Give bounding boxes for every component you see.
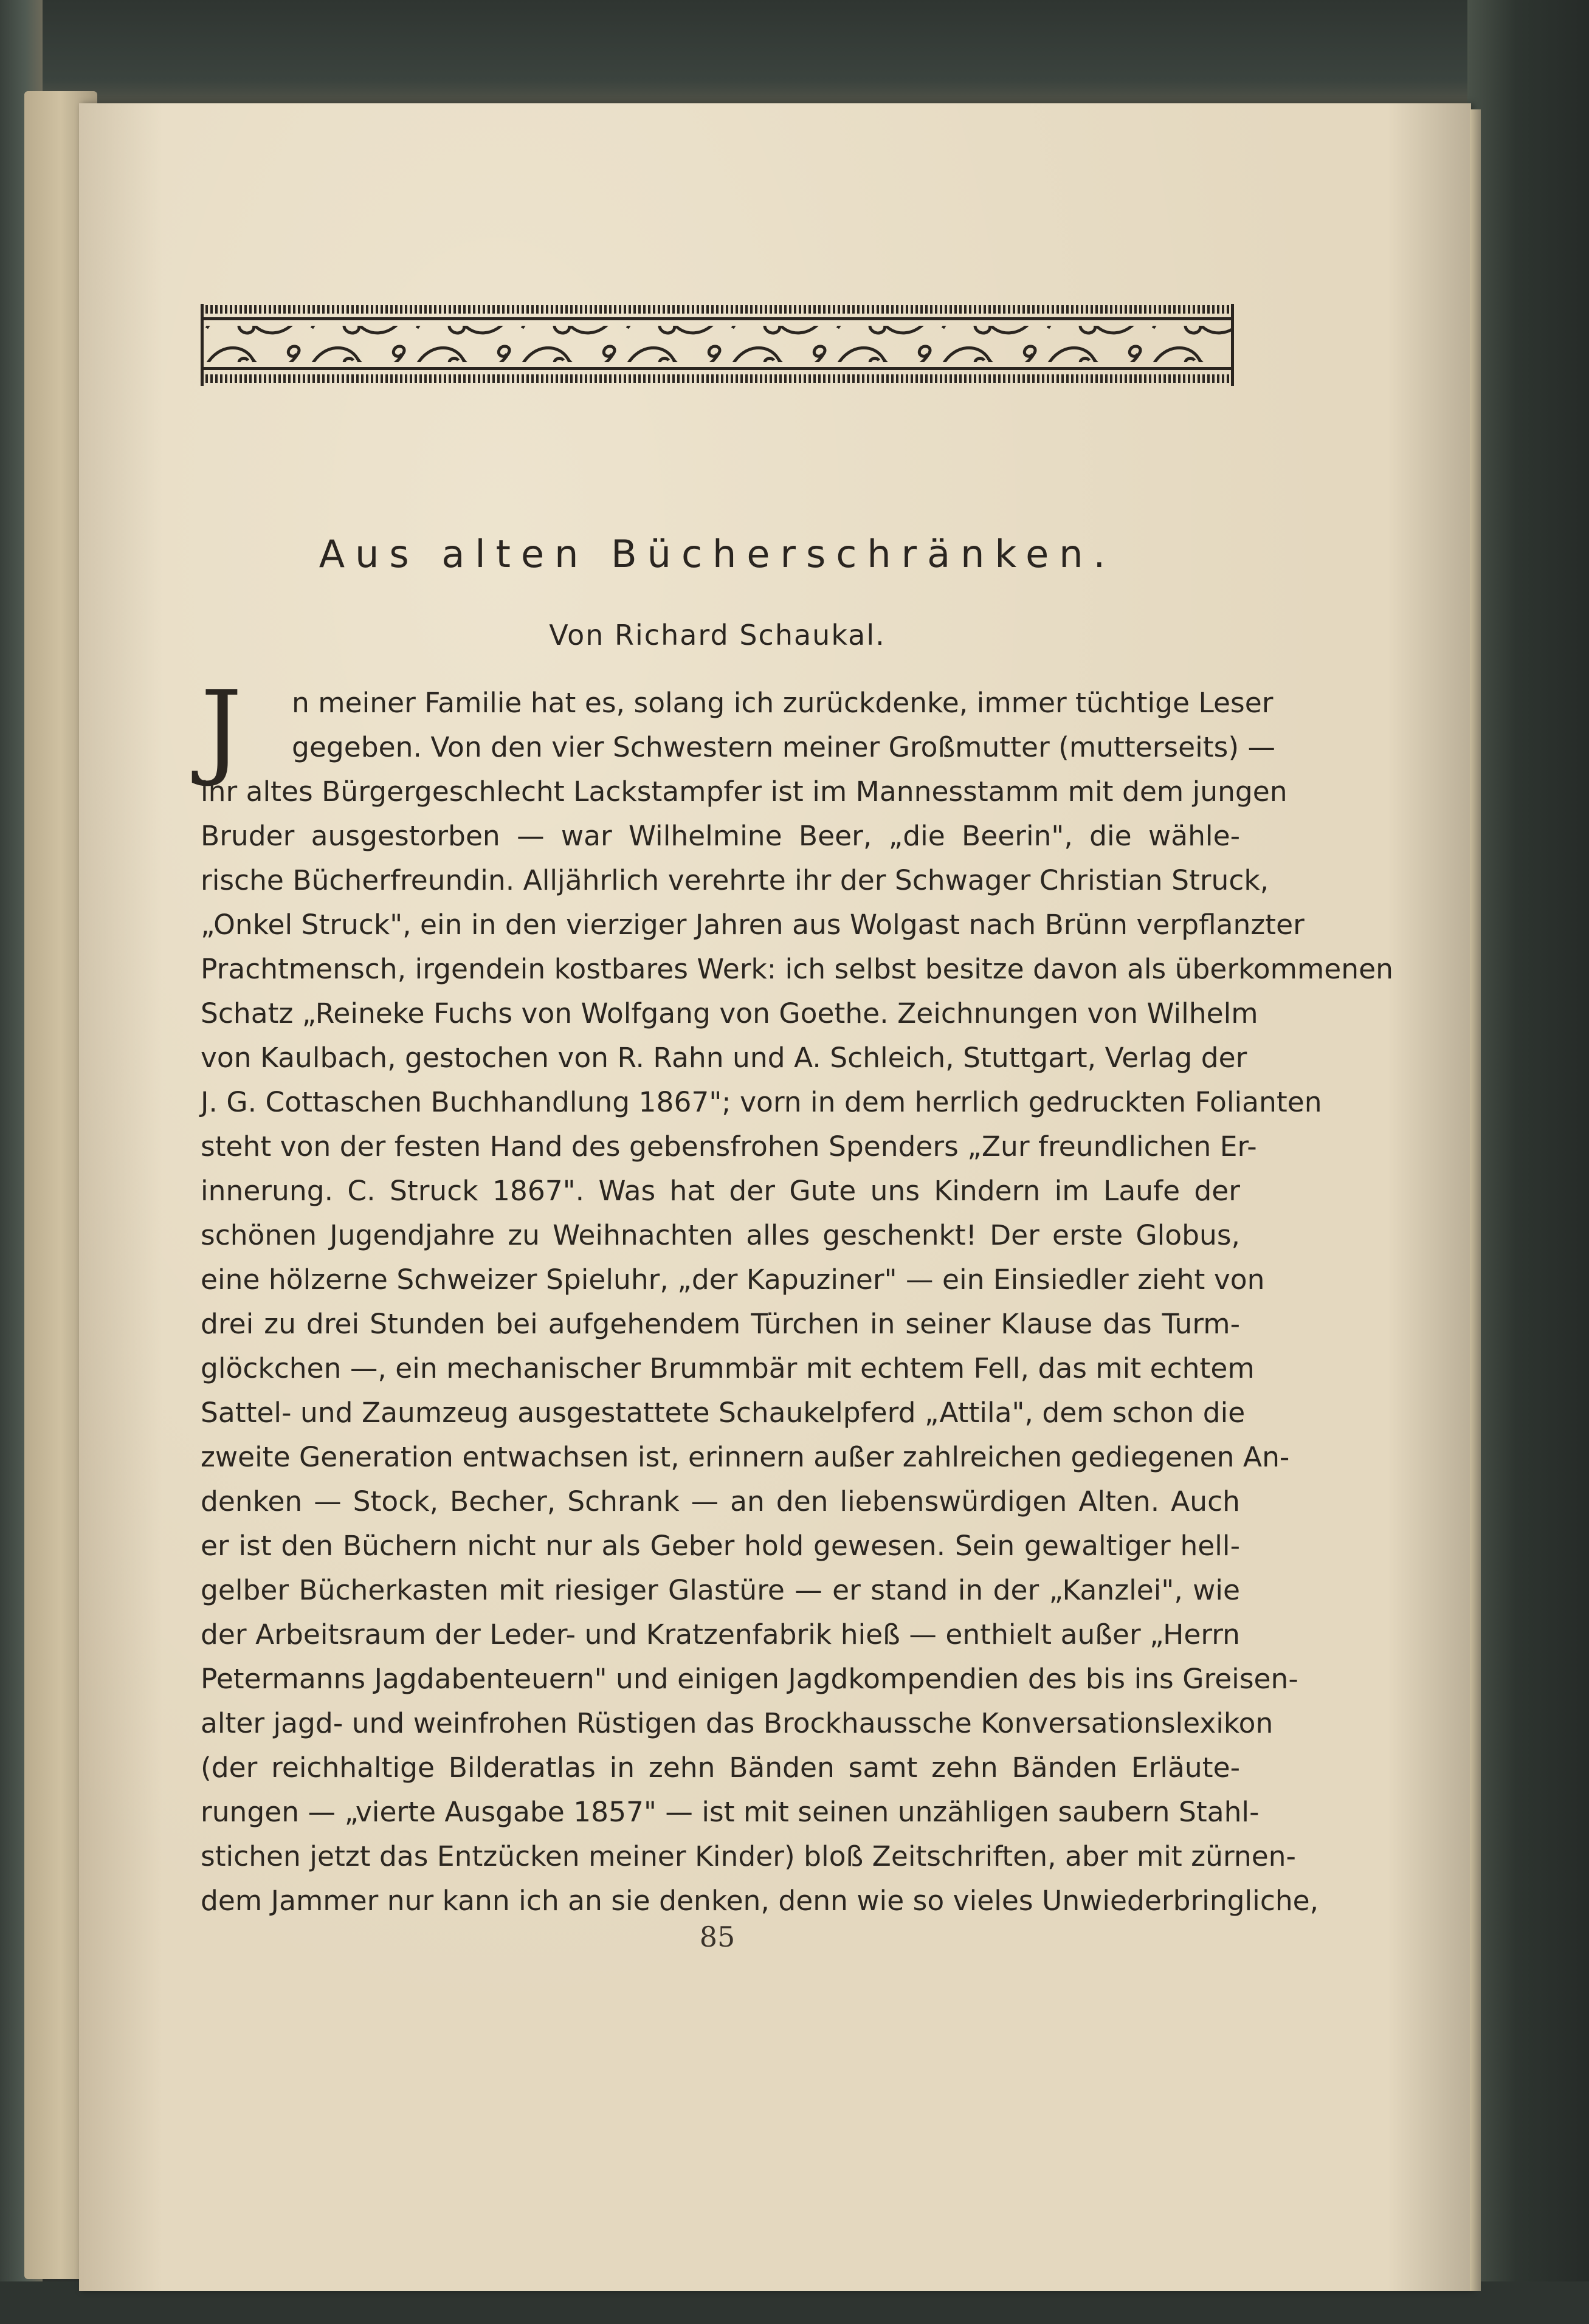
text-line: steht von der festen Hand des gebensfrohen Spenders „Zur freundlichen Er- [201,1130,1257,1163]
text-line: zweite Generation entwachsen ist, erinnern außer zahlreichen gediegenen An- [201,1441,1290,1473]
page-stack-edge [1470,109,1481,2291]
text-line: von Kaulbach, gestochen von R. Rahn und A. Schleich, Stuttgart, Verlag der [201,1042,1247,1074]
text-line: Schatz „Reineke Fuchs von Wolfgang von Goethe. Zeichnungen von Wilhelm [201,997,1258,1030]
text-line: eine hölzerne Schweizer Spieluhr, „der Kapuziner" — ein Einsiedler zieht von [201,1263,1265,1296]
text-line: alter jagd- und weinfrohen Rüstigen das Brockhaussche Konversationslexikon [201,1707,1274,1739]
text-line: rungen — „vierte Ausgabe 1857" — ist mit seinen unzähligen saubern Stahl- [201,1796,1260,1828]
text-line: ihr altes Bürgergeschlecht Lackstampfer ist im Mannesstamm mit dem jungen [201,775,1287,808]
text-line: n meiner Familie hat es, solang ich zurückdenke, immer tüchtige Leser [292,687,1274,719]
ornamental-border [201,304,1234,386]
text-line: innerung. C. Struck 1867". Was hat der Gute uns Kindern im Laufe der [201,1175,1240,1207]
text-line: Petermanns Jagdabenteuern" und einigen Jagdkompendien des bis ins Greisen- [201,1663,1298,1695]
text-line: (der reichhaltige Bilderatlas in zehn Bänden samt zehn Bänden Erläute- [201,1752,1240,1784]
body-text [201,669,1393,1923]
text-line: er ist den Büchern nicht nur als Geber hold gewesen. Sein gewaltiger hell- [201,1530,1240,1562]
text-line: Sattel- und Zaumzeug ausgestattete Schaukelpferd „Attila", dem schon die [201,1397,1246,1429]
book-cover-right [1467,0,1589,2324]
text-line: rische Bücherfreundin. Alljährlich verehrte ihr der Schwager Christian Struck, [201,864,1269,896]
text-line: der Arbeitsraum der Leder- und Kratzenfabrik hieß — enthielt außer „Herrn [201,1618,1240,1651]
text-line: stichen jetzt das Entzücken meiner Kinder) bloß Zeitschriften, aber mit zürnen- [201,1840,1296,1872]
author-line: Von Richard Schaukal. [549,619,886,651]
text-line: denken — Stock, Becher, Schrank — an den liebenswürdigen Alten. Auch [201,1485,1240,1518]
text-line: glöckchen —, ein mechanischer Brummbär mit echtem Fell, das mit echtem [201,1352,1255,1384]
drop-cap: J [201,669,243,789]
text-line: dem Jammer nur kann ich an sie denken, denn wie so vieles Unwiederbringliche, [201,1885,1319,1917]
article-title: Aus alten Bücherschränken. [319,532,1116,576]
page-number: 85 [699,1920,736,1953]
book-cover-top [0,0,1589,115]
text-line: J. G. Cottaschen Buchhandlung 1867"; vorn in dem herrlich gedruckten Folianten [201,1086,1322,1118]
text-line: schönen Jugendjahre zu Weihnachten alles geschenkt! Der erste Globus, [201,1219,1240,1251]
text-line: Bruder ausgestorben — war Wilhelmine Beer, „die Beerin", die wähle- [201,820,1240,852]
text-line: Prachtmensch, irgendein kostbares Werk: ich selbst besitze davon als überkommenen [201,953,1393,985]
text-line: gegeben. Von den vier Schwestern meiner Großmutter (mutterseits) — [292,731,1276,763]
text-line: „Onkel Struck", ein in den vierziger Jahren aus Wolgast nach Brünn verpflanzter [201,909,1305,941]
text-line: drei zu drei Stunden bei aufgehendem Türchen in seiner Klause das Turm- [201,1308,1240,1340]
text-line: gelber Bücherkasten mit riesiger Glastüre — er stand in der „Kanzlei", wie [201,1574,1240,1606]
